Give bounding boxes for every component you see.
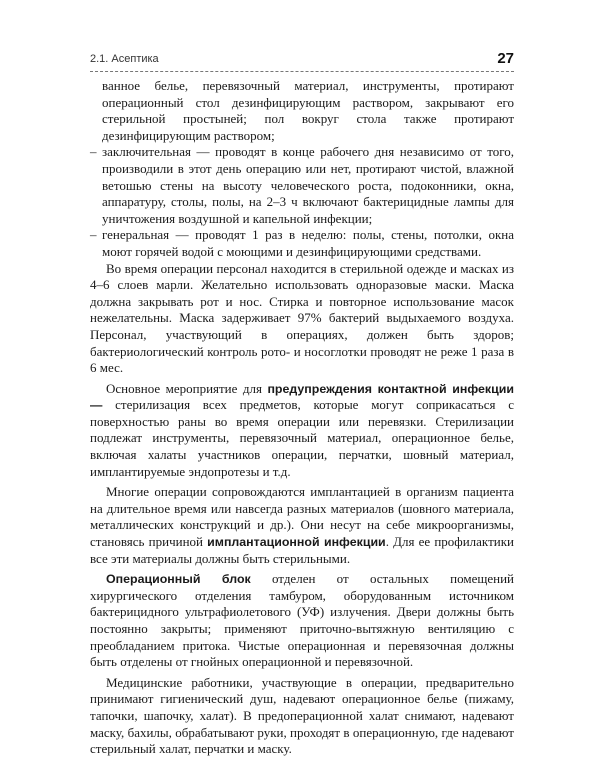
running-header: [90, 52, 514, 70]
paragraph-implant-infection: [90, 484, 514, 567]
term-implant-infection: имплантационной инфекции: [207, 535, 386, 550]
list-item-final: [90, 144, 514, 227]
list-dash: –: [90, 227, 97, 243]
paragraph-text: Основное мероприятие для: [106, 380, 268, 396]
paragraph-operating-block: [90, 571, 514, 671]
list-item-text: заключительная — проводят в конце рабочего дня независимо от того, производили в этот день операцию или нет, протирают чистой, влажной ветошью стены на высоту человеческого роста, подоконники, окна, аппаратуру, столы, полы, на 2–3 ч включают бактерицидные лампы для уничтожения воздушной и капельной инфекции;: [102, 144, 514, 226]
body-text: [90, 78, 514, 758]
paragraph-contact-infection: [90, 381, 514, 481]
paragraph-text: стерилизация всех предметов, которые могут соприкасаться с поверхностью раны во время операции или перевязки. Стерилизации подлежат инструменты, перевязочный материал, операционное белье, включая халаты участников операции, перчатки, шовный материал, имплантируемые эндопротезы и т.д.: [90, 397, 514, 479]
list-continuation: ванное белье, перевязочный материал, инструменты, протирают операционный стол дезинфицирующим раствором, закрывают его стерильной простыней; пол вокруг стола также протирают дезинфицирующим раствором;: [102, 78, 514, 143]
paragraph-staff: Медицинские работники, участвующие в операции, предварительно принимают гигиенический душ, надевают операционное белье (пижаму, тапочки, шапочку, халат). В предоперационной халат снимают, надевают маску, бахилы, обрабатывают руки, проходят в операционную, где надевают стерильный халат, перчатки и маску.: [90, 674, 514, 757]
paragraph-masks: Во время операции персонал находится в стерильной одежде и масках из 4–6 слоев марли. Желательно использовать одноразовые маски. Маска должна закрывать рот и нос. Стирка и повторное использование масок нежелательны. Маска задерживает 97% бактерий выдыхаемого воздуха. Персонал, участвующий в операциях, должен быть здоров; бактериологический контроль рото- и носоглотки проводят не реже 1 раза в 6 мес.: [90, 260, 514, 376]
list-item-general: [90, 227, 514, 260]
term-contact-infection: предупреждения контактной инфекции —: [90, 381, 514, 413]
paragraph-text: . Для ее профилактики все эти материалы должны быть стерильными.: [90, 534, 514, 566]
list-dash: –: [90, 144, 97, 160]
section-title: 2.1. Асептика: [90, 53, 159, 65]
paragraph-text: отделен от остальных помещений хирургического отделения тамбуром, оборудованным источником бактерицидного ультрафиолетового (УФ) излучения. Двери должны быть постоянно закрыты; применяют приточно-вытяжную вентиляцию с преобладанием притока. Чистые операционная и перевязочная должны быть отделены от гнойных операционной и перевязочной.: [90, 571, 514, 670]
header-divider: [90, 71, 514, 72]
page-number: 27: [497, 50, 514, 67]
paragraph-text: Многие операции сопровождаются имплантацией в организм пациента на длительное время или навсегда разных материалов (шовного материала, металлических конструкций и др.). Они несут на себе микроорганизмы, становясь причиной: [90, 484, 514, 550]
term-operating-block: Операционный блок: [106, 572, 251, 587]
list-item-text: генеральная — проводят 1 раз в неделю: полы, стены, потолки, окна моют горячей водой с моющими и дезинфицирующими средствами.: [102, 227, 514, 259]
